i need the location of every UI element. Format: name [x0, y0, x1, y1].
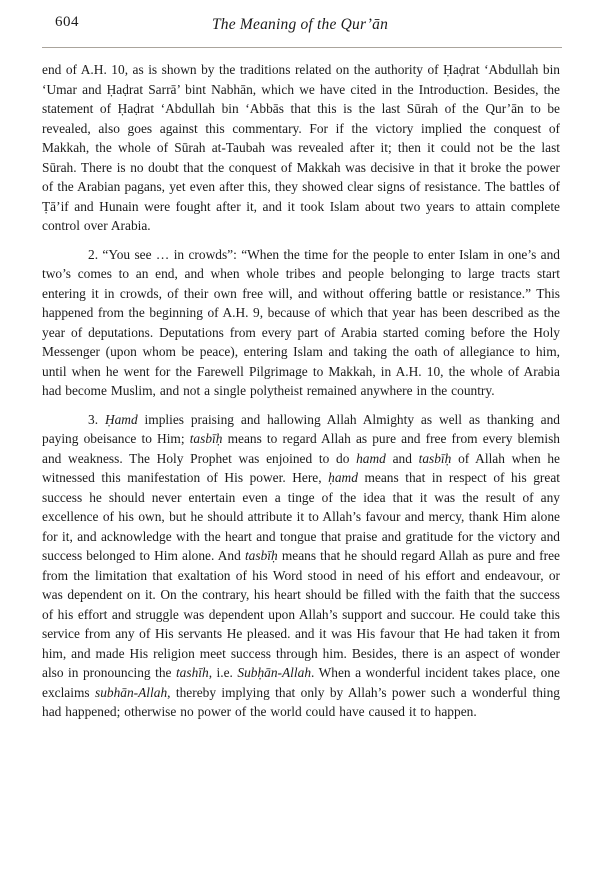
body-text: [42, 60, 560, 722]
text-run: implies praising and hallowing Allah Almighty as well as thanking and paying obeisance to Him;: [42, 411, 560, 446]
italic-term: hamd: [356, 450, 386, 466]
text-run: 3.: [88, 411, 105, 427]
italic-term: tashīh: [175, 665, 209, 680]
page-number: 604: [55, 14, 79, 30]
italic-term: subhān-Allah: [94, 684, 168, 700]
text-run: , i.e.: [208, 665, 238, 680]
italic-term: ḥamd: [328, 470, 358, 485]
text-run: , thereby implying that only by Allah’s power such a wonderful thing had happened; otherwise no power of the world could have caused it to happen.: [42, 684, 560, 719]
italic-term: tasbīḥ: [418, 450, 452, 466]
page-header: [0, 0, 600, 40]
text-run: means that in respect of his great success he should never entertain even a tinge of the idea that it was the result of any excellence of his own, but he should attribute it to Allah’s favour and mercy, thank Him alone for it, and acknowledge with the heart and tongue that praise and gratitude for the victory and success belonged to Him alone. And: [42, 470, 560, 563]
text-run: and: [385, 450, 419, 466]
italic-term: Ḥamd: [104, 411, 138, 427]
paragraph: [42, 60, 560, 236]
text-run: means to regard Allah as pure and free from every blemish and weakness. The Holy Prophet was enjoined to do: [42, 431, 560, 466]
text-run: . When a wonderful incident takes place, one exclaims: [42, 665, 561, 700]
italic-term: tasbīḥ: [189, 431, 223, 446]
text-run: of Allah when he witnessed this manifestation of His power. Here,: [42, 450, 560, 485]
paragraph: [42, 245, 560, 401]
header-rule: [42, 47, 562, 48]
text-run: end of A.H. 10, as is shown by the traditions related on the authority of Ḥaḍrat ‘Abdullah bin ‘Umar and Ḥaḍrat Sarrā’ bint Nabhān, which we have cited in the Introduction. Besides, the statement of Ḥaḍrat ‘Abdullah bin ‘Abbās that this is the last Sūrah of the Qur’ān to be revealed, also goes against this commentary. For if the victory implied the conquest of Makkah, the whole of Sūrah at-Taubah was revealed after it; then it could not be the last Sūrah. There is no doubt that the conquest of Makkah was decisive in that it broke the power of the Arabian pagans, yet even after this, they showed clear signs of resistance. The battles of Ṭā’if and Hunain were fought after it, and it took Islam about two years to attain complete control over Arabia.: [42, 62, 560, 233]
italic-term: Subḥān-Allah: [237, 665, 312, 680]
paragraph: [42, 410, 560, 722]
running-title: The Meaning of the Qur’ān: [211, 16, 389, 33]
italic-term: tasbīḥ: [244, 548, 278, 563]
text-run: means that he should regard Allah as pure and free from the limitation that exaltation of his Word stood in need of his effort and endeavour, or was dependent on it. On the contrary, his heart should be filled with the faith that the success of his effort and struggle was dependent upon Allah’s support and succour. He could take this service from any of His servants He pleased. and it was His favour that He had taken it from him, and made His religion meet success through him. Besides, there is an aspect of wonder also in pronouncing the: [42, 548, 560, 680]
text-run: 2. “You see … in crowds”: “When the time for the people to enter Islam in one’s and two’s comes to an end, and when whole tribes and people belonging to large tracts start entering it in crowds, of their own free will, and without offering battle or resistance.” This happened from the beginning of A.H. 9, because of which that year has been described as the year of deputations. Deputations from every part of Arabia started coming before the Holy Messenger (upon whom be peace), entering Islam and taking the oath of allegiance to him, until when he went for the Farewell Pilgrimage to Makkah, in A.H. 10, the whole of Arabia had become Muslim, and not a single polytheist remained anywhere in the country.: [42, 246, 560, 398]
